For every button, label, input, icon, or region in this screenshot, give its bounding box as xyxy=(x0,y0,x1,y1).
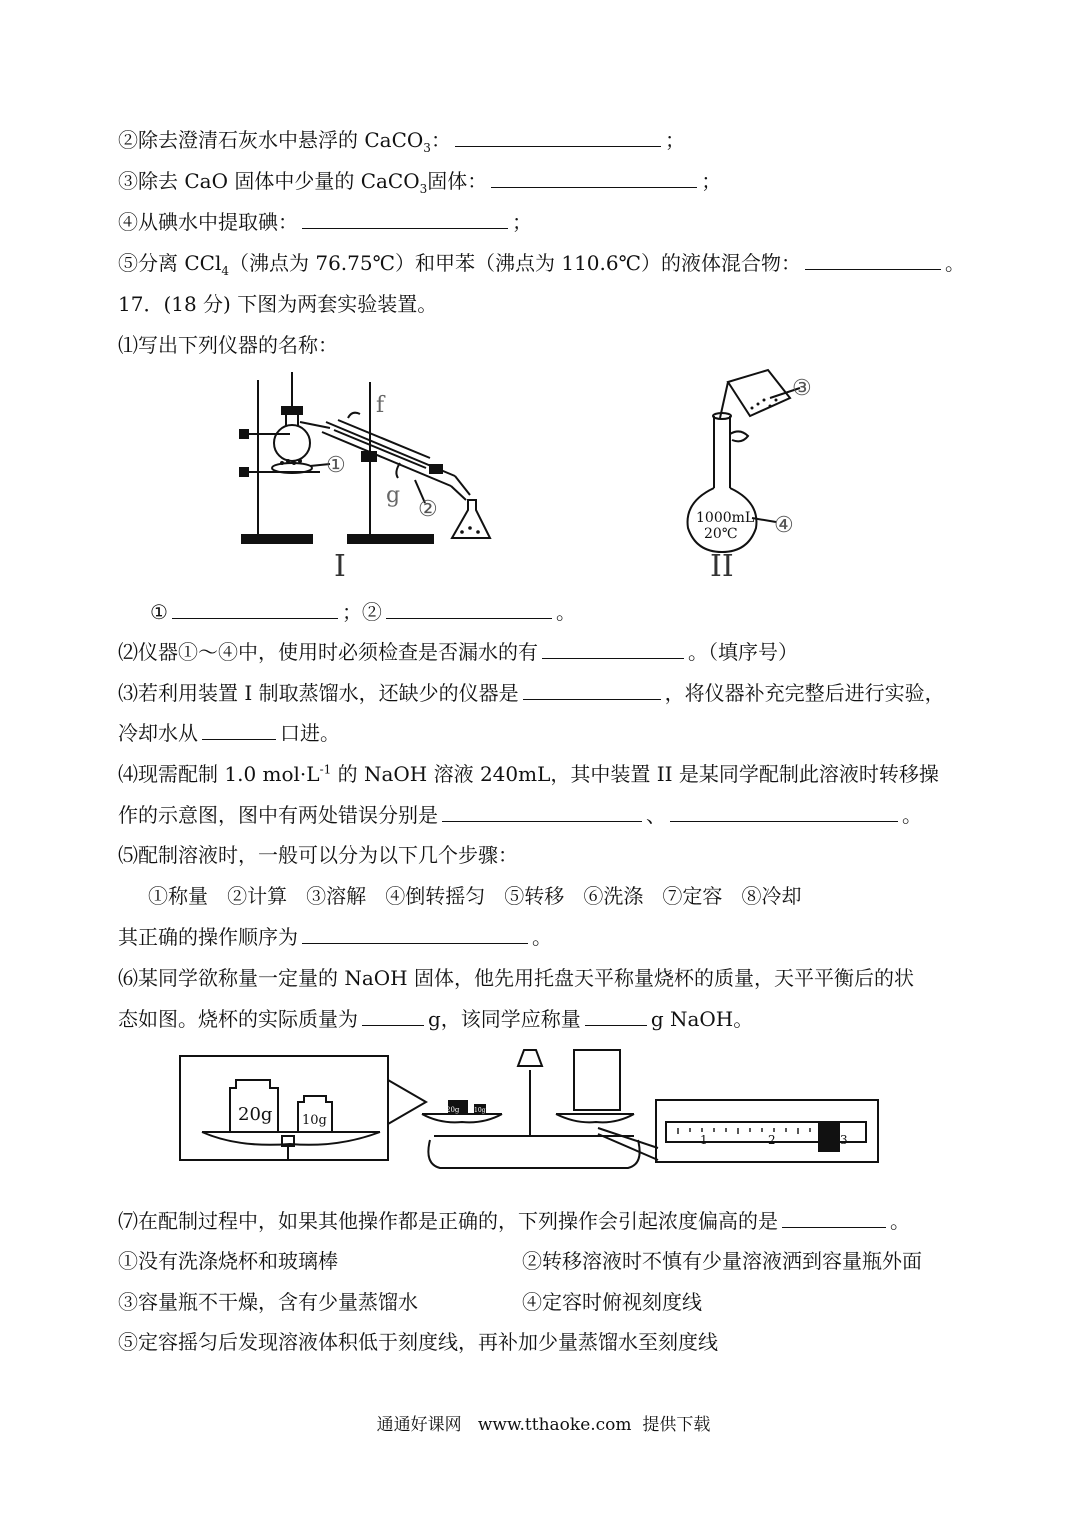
answer-blank-naoh[interactable] xyxy=(585,1007,647,1026)
item-5-sub: 4 xyxy=(221,264,229,278)
apparatus-figure xyxy=(230,360,850,590)
answer-blank-error-2[interactable] xyxy=(670,803,898,822)
answer-blank-instrument-2[interactable] xyxy=(386,600,552,619)
answer-blank-error-1[interactable] xyxy=(442,803,642,822)
item-4-text: ④从碘水中提取碘： xyxy=(118,210,298,234)
option-2 xyxy=(522,1249,922,1273)
q17-part4-text: ⑷现需配制 1.0 mol·L xyxy=(118,762,320,786)
q17-part1 xyxy=(118,333,338,357)
q17-part3-end: 口进。 xyxy=(280,721,340,745)
footer-text: 通通好课网 www.tthaoke.com 提供下载 xyxy=(376,1415,711,1435)
option-4-text: ④定容时俯视刻度线 xyxy=(522,1290,702,1314)
option-2-text: ②转移溶液时不慎有少量溶液洒到容量瓶外面 xyxy=(522,1249,922,1273)
option-1 xyxy=(118,1249,338,1273)
q17-part3-water: 冷却水从 xyxy=(118,721,198,745)
label-roman-1: I xyxy=(334,549,346,584)
item-5-text-b: （沸点为 76.75℃）和甲苯（沸点为 110.6℃）的液体混合物： xyxy=(229,251,801,275)
q17-order-text: 其正确的操作顺序为 xyxy=(118,925,298,949)
q17-part4-sep: 、 xyxy=(646,803,666,827)
label-circle-4: ④ xyxy=(774,513,794,538)
q17-part4-errors: 作的示意图，图中有两处错误分别是 xyxy=(118,803,438,827)
fill1-label-1: ① xyxy=(150,600,168,624)
q17-steps-text: ①称量 ②计算 ③溶解 ④倒转摇匀 ⑤转移 ⑥洗涤 ⑦定容 ⑧冷却 xyxy=(148,884,802,908)
option-4 xyxy=(522,1290,702,1314)
page-footer xyxy=(0,1410,1087,1435)
flask-volume: 1000mL xyxy=(696,510,755,526)
q17-steps xyxy=(148,884,802,908)
answer-blank-order[interactable] xyxy=(302,925,528,944)
q17-order xyxy=(118,925,552,949)
item-2-line xyxy=(118,128,685,155)
answer-blank-4[interactable] xyxy=(302,210,508,229)
q17-part2-end: 。（填序号） xyxy=(688,640,798,664)
item-4-tail: ； xyxy=(512,210,532,234)
q17-part6 xyxy=(118,966,914,990)
pan-weight-10g: 10g xyxy=(474,1107,486,1114)
weight-20g: 20g xyxy=(238,1104,273,1125)
answer-blank-2[interactable] xyxy=(455,128,661,147)
item-5-tail: 。 xyxy=(944,251,965,275)
answer-blank-leak[interactable] xyxy=(542,640,684,659)
option-3-text: ③容量瓶不干燥，含有少量蒸馏水 xyxy=(118,1290,418,1314)
q17-part6-mid: g，该同学应称量 xyxy=(428,1007,581,1031)
answer-blank-mass[interactable] xyxy=(362,1007,424,1026)
answer-blank-high[interactable] xyxy=(782,1209,886,1228)
option-5 xyxy=(118,1330,718,1354)
option-5-text: ⑤定容摇匀后发现溶液体积低于刻度线，再补加少量蒸馏水至刻度线 xyxy=(118,1330,718,1354)
item-2-sub: 3 xyxy=(423,141,431,155)
q17-fill1 xyxy=(150,600,576,624)
label-f: f xyxy=(376,393,385,418)
scale-1: 1 xyxy=(700,1133,708,1147)
balance-figure xyxy=(178,1044,883,1176)
q17-part1-text: ⑴写出下列仪器的名称： xyxy=(118,333,338,357)
label-circle-1: ① xyxy=(326,453,346,478)
q17-part6-end: g NaOH。 xyxy=(650,1007,754,1031)
q17-heading xyxy=(118,292,437,316)
q17-part6b xyxy=(118,1007,753,1031)
q17-part4-text-b: 的 NaOH 溶液 240mL，其中装置 II 是某同学配制此溶液时转移操 xyxy=(331,762,939,786)
q17-heading-text: 17．(18 分) 下图为两套实验装置。 xyxy=(118,292,438,316)
q17-part7 xyxy=(118,1209,910,1233)
item-5-text-a: ⑤分离 CCl xyxy=(118,251,222,275)
q17-part3b xyxy=(118,721,340,745)
item-2-end: ： xyxy=(430,128,451,152)
item-3-sub: 3 xyxy=(419,182,428,196)
item-5-line xyxy=(118,251,965,278)
q17-order-end: 。 xyxy=(532,925,552,949)
q17-part4-end: 。 xyxy=(902,803,922,827)
q17-part3-tail: ，将仪器补充完整后进行实验， xyxy=(664,681,945,705)
q17-part4-sup: -1 xyxy=(319,762,332,777)
item-4-line xyxy=(118,210,532,234)
item-2-tail: ； xyxy=(664,128,685,152)
q17-part2 xyxy=(118,640,798,664)
answer-blank-missing[interactable] xyxy=(523,681,661,700)
answer-blank-5[interactable] xyxy=(805,251,941,270)
option-3 xyxy=(118,1290,418,1314)
q17-part6-text: ⑹某同学欲称量一定量的 NaOH 固体，他先用托盘天平称量烧杯的质量，天平平衡后的状 xyxy=(118,966,914,990)
pan-weight-20g: 20g xyxy=(446,1106,460,1114)
flask-temp: 20℃ xyxy=(704,526,738,542)
item-3-line xyxy=(118,169,722,196)
option-1-text: ①没有洗涤烧杯和玻璃棒 xyxy=(118,1249,338,1273)
item-3-end: 固体： xyxy=(427,169,488,193)
q17-part5 xyxy=(118,843,518,867)
answer-blank-3[interactable] xyxy=(491,169,697,188)
label-roman-2: II xyxy=(710,549,734,584)
q17-part7-end: 。 xyxy=(890,1209,910,1233)
item-3-tail: ； xyxy=(701,169,722,193)
q17-part5-text: ⑸配制溶液时，一般可以分为以下几个步骤： xyxy=(118,843,518,867)
item-3-text: ③除去 CaO 固体中少量的 CaCO xyxy=(118,169,420,193)
label-g: g xyxy=(386,483,401,508)
q17-part3 xyxy=(118,681,945,705)
weight-10g: 10g xyxy=(302,1113,327,1128)
answer-blank-inlet[interactable] xyxy=(202,721,276,740)
answer-blank-instrument-1[interactable] xyxy=(172,600,338,619)
fill1-sep: ；② xyxy=(341,600,382,624)
label-circle-3: ③ xyxy=(792,376,812,401)
label-circle-2: ② xyxy=(418,497,438,522)
q17-part4 xyxy=(118,762,939,786)
fill1-end: 。 xyxy=(555,600,576,624)
scale-2: 2 xyxy=(768,1133,776,1147)
scale-3: 3 xyxy=(840,1133,848,1147)
q17-part3-text: ⑶若利用装置 I 制取蒸馏水，还缺少的仪器是 xyxy=(118,681,519,705)
q17-part6-beaker: 态如图。烧杯的实际质量为 xyxy=(118,1007,358,1031)
q17-part2-text: ⑵仪器①～④中，使用时必须检查是否漏水的有 xyxy=(118,640,538,664)
q17-part7-text: ⑺在配制过程中，如果其他操作都是正确的，下列操作会引起浓度偏高的是 xyxy=(118,1209,778,1233)
item-2-text: ②除去澄清石灰水中悬浮的 CaCO xyxy=(118,128,424,152)
q17-part4b xyxy=(118,803,922,827)
